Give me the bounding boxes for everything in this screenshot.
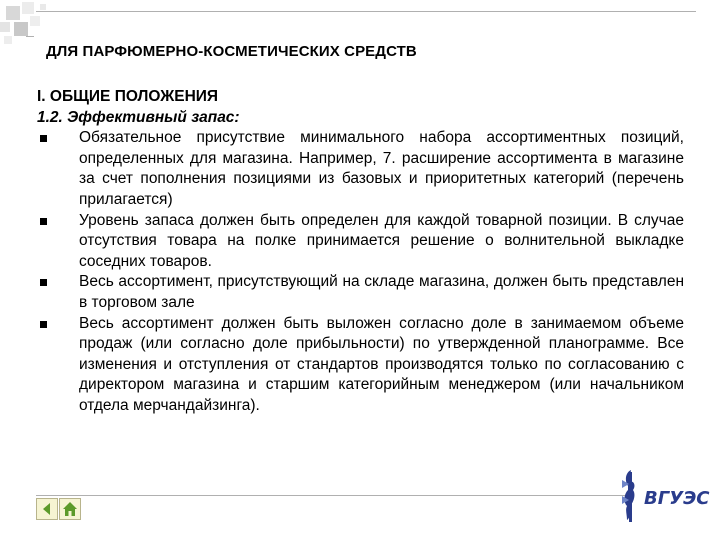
decor-square [40,4,46,10]
square-bullet-icon [40,218,47,225]
list-item-text: Весь ассортимент должен быть выложен согласно доле в занимаемом объеме продаж (или согласно доле прибыльности) по утвержденной планограмме. Все изменения и отступления от стандартов производятся только по согласованию с директором магазина и старшим категорийным менеджером (или начальником отдела мерчандайзинга). [79,314,684,414]
back-button[interactable] [36,498,58,520]
square-bullet-icon [40,135,47,142]
decor-square [14,22,28,36]
decor-square [22,2,34,14]
list-item [37,272,684,313]
list-item [37,128,684,210]
list-item-text: Обязательное присутствие минимального набора ассортиментных позиций, определенных для магазина. Например, 7. расширение ассортимента в магазине за счет пополнения позициями из базовых и приоритетных категорий (перечень прилагается) [79,129,684,208]
square-bullet-icon [40,321,47,328]
arrow-left-icon [40,502,54,516]
decor-square [30,16,40,26]
slide-content [37,87,684,417]
top-divider [36,11,696,12]
decor-square [0,22,10,32]
top-divider-short [26,36,34,37]
subheading: 1.2. Эффективный запас: [37,108,240,126]
list-item [37,314,684,417]
list-item [37,211,684,273]
home-icon [62,501,78,517]
home-button[interactable] [59,498,81,520]
slide-title: ДЛЯ ПАРФЮМЕРНО-КОСМЕТИЧЕСКИХ СРЕДСТВ [46,43,417,60]
decor-square [6,6,20,20]
logo-text: ВГУЭС [644,488,710,509]
list-item-text: Уровень запаса должен быть определен для каждой товарной позиции. В случае отсутствия товара на полке принимается решение о волнительной выкладке соседних товаров. [79,211,684,270]
section-heading: I. ОБЩИЕ ПОЛОЖЕНИЯ [37,88,219,105]
bottom-divider [36,495,626,496]
university-logo [618,460,710,526]
decor-square [4,36,12,44]
list-item-text: Весь ассортимент, присутствующий на складе магазина, должен быть представлен в торговом зале [79,273,684,311]
square-bullet-icon [40,279,47,286]
